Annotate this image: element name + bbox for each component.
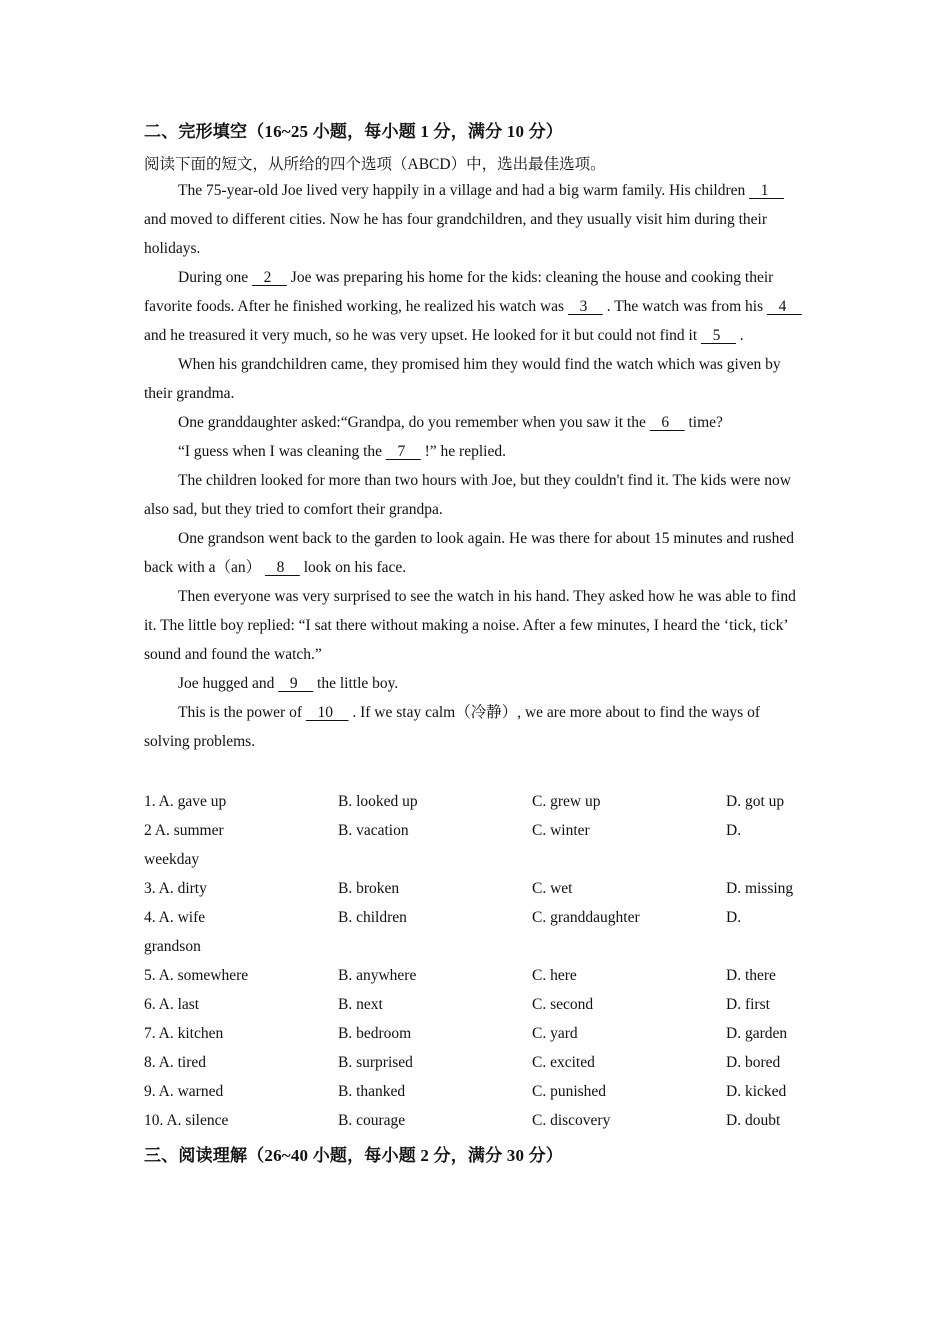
- passage-text: The children looked for more than two hours with Joe, but they couldn't find it. The kids were now also sad, but they tried to comfort their grandpa.: [144, 472, 791, 518]
- option-d: D. missing: [726, 880, 794, 897]
- passage-text: and moved to different cities. Now he has four grandchildren, and they usually visit him during their holidays.: [144, 211, 768, 257]
- answer-blank: 10: [305, 704, 349, 721]
- option-c: C. winter: [532, 822, 590, 839]
- option-row: [144, 1019, 824, 1048]
- option-c: C. here: [532, 967, 577, 984]
- option-c: C. excited: [532, 1054, 595, 1071]
- passage-paragraph: [144, 669, 806, 698]
- option-a: 9. A. warned: [144, 1083, 224, 1100]
- option-d: D.: [726, 909, 742, 926]
- option-a: 6. A. last: [144, 996, 200, 1013]
- option-d-continued: weekday: [144, 851, 200, 868]
- option-d: D. first: [726, 996, 770, 1013]
- option-a: 2 A. summer: [144, 822, 224, 839]
- passage-text: Joe hugged and: [178, 675, 279, 692]
- passage-text: During one: [178, 269, 253, 286]
- option-c: C. punished: [532, 1083, 607, 1100]
- option-a: 3. A. dirty: [144, 880, 207, 897]
- answer-blank: 2: [252, 269, 287, 286]
- option-b: B. bedroom: [338, 1025, 412, 1042]
- option-c: C. yard: [532, 1025, 578, 1042]
- answer-blank: 6: [649, 414, 685, 431]
- option-row: [144, 903, 824, 961]
- option-b: B. courage: [338, 1112, 406, 1129]
- option-a: 1. A. gave up: [144, 793, 227, 810]
- answer-blank: 4: [767, 298, 802, 315]
- passage-paragraph: [144, 437, 806, 466]
- passage-text: This is the power of: [178, 704, 306, 721]
- option-d: D. doubt: [726, 1112, 781, 1129]
- option-a: 4. A. wife: [144, 909, 206, 926]
- passage-paragraph: [144, 466, 806, 524]
- passage-text: .: [735, 327, 744, 344]
- option-row: [144, 1106, 824, 1135]
- passage-text: time?: [684, 414, 723, 431]
- option-row: [144, 787, 824, 816]
- answer-options: [144, 787, 824, 1135]
- passage-paragraph: [144, 263, 806, 350]
- option-row: [144, 990, 824, 1019]
- option-c: C. discovery: [532, 1112, 611, 1129]
- passage-text: Joe was preparing his home for the kids: cleaning the house and cooking their favorite foods. After he finished working, he realized his watch was: [144, 269, 774, 315]
- passage-text: Then everyone was very surprised to see the watch in his hand. They asked how he was able to find it. The little boy replied: “I sat there without making a noise. After a few minutes, I heard the ‘tick, tick’ sound and found the watch.”: [144, 588, 796, 663]
- option-b: B. thanked: [338, 1083, 406, 1100]
- passage-text: The 75-year-old Joe lived very happily in a village and had a big warm family. His children: [178, 182, 750, 199]
- passage-paragraph: [144, 698, 806, 756]
- option-b: B. looked up: [338, 793, 418, 810]
- passage-text: “I guess when I was cleaning the: [178, 443, 386, 460]
- option-d-continued: grandson: [144, 938, 201, 955]
- option-d: D. there: [726, 967, 776, 984]
- answer-blank: 8: [264, 559, 300, 576]
- section-2-instruction: 阅读下面的短文，从所给的四个选项（ABCD）中，选出最佳选项。: [144, 156, 606, 173]
- option-a: 7. A. kitchen: [144, 1025, 224, 1042]
- answer-blank: 1: [749, 182, 785, 199]
- option-row: [144, 1048, 824, 1077]
- option-a: 8. A. tired: [144, 1054, 206, 1071]
- passage-text: !” he replied.: [420, 443, 506, 460]
- option-row: [144, 1077, 824, 1106]
- passage-paragraph: [144, 350, 806, 408]
- option-b: B. anywhere: [338, 967, 417, 984]
- option-d: D. kicked: [726, 1083, 787, 1100]
- option-d: D.: [726, 822, 742, 839]
- option-row: [144, 961, 824, 990]
- passage-paragraph: [144, 408, 806, 437]
- passage-text: . The watch was from his: [602, 298, 767, 315]
- section-2-heading: 二、完形填空（16~25 小题，每小题 1 分，满分 10 分）: [144, 122, 563, 141]
- option-b: B. next: [338, 996, 383, 1013]
- option-row: [144, 874, 824, 903]
- answer-blank: 3: [567, 298, 603, 315]
- option-a: 10. A. silence: [144, 1112, 229, 1129]
- option-c: C. grew up: [532, 793, 601, 810]
- passage-text: When his grandchildren came, they promised him they would find the watch which was given by their grandma.: [144, 356, 781, 402]
- passage-text: . If we stay calm（冷静）, we are more about to find the ways of solving problems.: [144, 704, 760, 750]
- passage-text: One grandson went back to the garden to look again. He was there for about 15 minutes and rushed back with a（an）: [144, 530, 794, 576]
- section-3-heading: 三、阅读理解（26~40 小题，每小题 2 分，满分 30 分）: [144, 1146, 563, 1165]
- answer-blank: 7: [385, 443, 421, 460]
- cloze-passage: [144, 176, 806, 756]
- option-d: D. garden: [726, 1025, 788, 1042]
- option-c: C. granddaughter: [532, 909, 640, 926]
- answer-blank: 5: [701, 327, 736, 344]
- passage-text: look on his face.: [299, 559, 407, 576]
- option-b: B. children: [338, 909, 407, 926]
- passage-text: the little boy.: [313, 675, 399, 692]
- passage-paragraph: [144, 582, 806, 669]
- option-row: [144, 816, 824, 874]
- option-c: C. wet: [532, 880, 573, 897]
- option-d: D. got up: [726, 793, 785, 810]
- option-b: B. surprised: [338, 1054, 413, 1071]
- passage-paragraph: [144, 524, 806, 582]
- passage-text: and he treasured it very much, so he was very upset. He looked for it but could not find it: [144, 327, 702, 344]
- option-b: B. broken: [338, 880, 400, 897]
- option-a: 5. A. somewhere: [144, 967, 249, 984]
- option-c: C. second: [532, 996, 594, 1013]
- answer-blank: 9: [278, 675, 314, 692]
- option-b: B. vacation: [338, 822, 409, 839]
- passage-paragraph: [144, 176, 806, 263]
- option-d: D. bored: [726, 1054, 781, 1071]
- passage-text: One granddaughter asked:“Grandpa, do you remember when you saw it the: [178, 414, 650, 431]
